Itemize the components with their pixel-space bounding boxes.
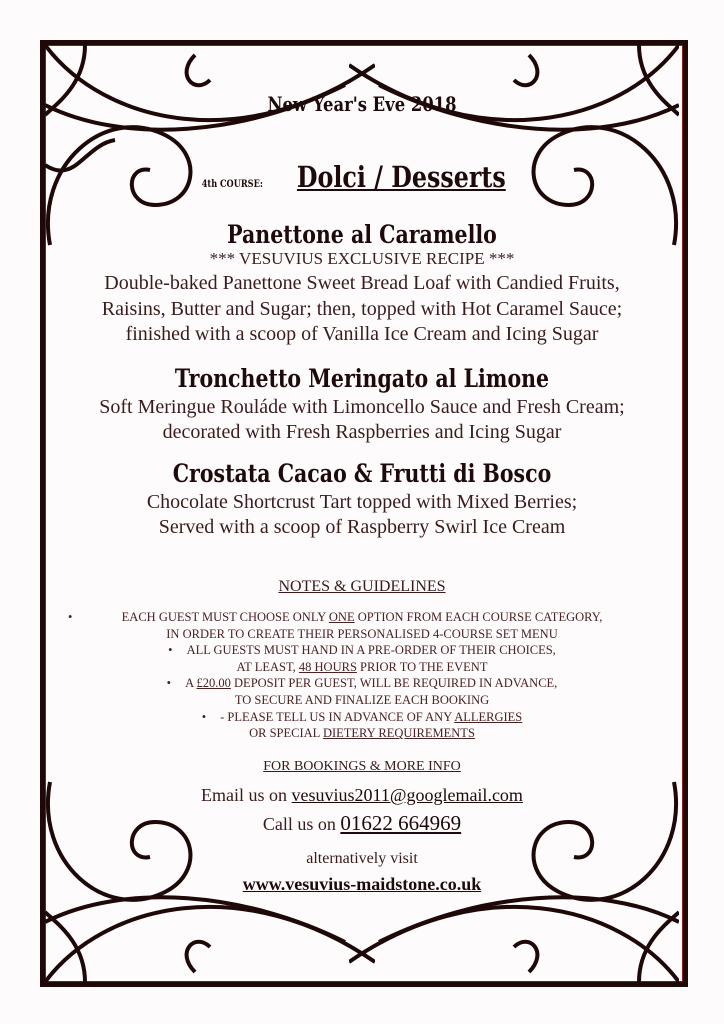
website-url[interactable]: www.vesuvius-maidstone.co.uk [242,874,482,894]
note-text: - PLEASE TELL US IN ADVANCE OF ANY [220,709,455,724]
bullet: • [168,643,173,658]
phone-label: Call us on [262,814,341,834]
website-link[interactable] [0,874,724,895]
notes-list [0,609,724,742]
notes-title: NOTES & GUIDELINES [278,578,446,595]
dish-line: Chocolate Shortcrust Tart topped with Mixed Berries; [146,491,578,513]
note-item [0,675,724,692]
note-item [0,642,724,659]
note-text: IN ORDER TO CREATE THEIR PERSONALISED 4-COURSE SET MENU [166,626,558,641]
dish-line: Served with a scoop of Raspberry Swirl Ice Cream [158,516,566,538]
note-item [0,609,724,626]
course-prefix: 4th COURSE: [202,179,264,190]
note-text: TO SECURE AND FINALIZE EACH BOOKING [234,692,490,707]
email-label: Email us on [201,785,292,805]
note-text: ALL GUESTS MUST HAND IN A PRE-ORDER OF THEIR CHOICES, [186,643,556,658]
event-title: New Year's Eve 2018 [267,92,457,116]
note-emphasis: 48 HOURS [298,659,357,674]
email-line [0,785,724,806]
note-item [0,709,724,726]
note-text [0,725,724,742]
email-link[interactable]: vesuvius2011@googlemail.com [291,785,523,805]
note-text: OR SPECIAL [249,726,323,741]
note-emphasis: ALLERGIES [454,709,523,724]
note-emphasis: ONE [328,610,355,624]
dish-line: decorated with Fresh Raspberries and Icing Sugar [162,421,562,443]
note-text [0,659,724,676]
note-text: A [185,676,197,691]
course-title: Dolci / Desserts [296,160,506,194]
alt-text: alternatively visit [306,850,418,867]
bullet: • [68,610,73,624]
dish-line: Raisins, Butter and Sugar; then, topped with Hot Caramel Sauce; [101,298,623,320]
note-text: AT LEAST, [236,659,299,674]
note-emphasis: £20.00 [196,676,231,691]
note-text: DEPOSIT PER GUEST, WILL BE REQUIRED IN ADVANCE, [230,676,558,691]
bullet: • [166,676,172,691]
note-text: PRIOR TO THE EVENT [356,659,488,674]
bullet: • [201,709,207,724]
phone-link[interactable]: 01622 664969 [340,811,462,835]
dish-name: Tronchetto Meringato al Limone [174,364,550,393]
dish-line: finished with a scoop of Vanilla Ice Cream and Icing Sugar [125,323,599,345]
phone-line [0,811,724,836]
dish-name: Crostata Cacao & Frutti di Bosco [172,459,552,488]
dish-name: Panettone al Caramello [227,220,497,249]
dish-tag: *** VESUVIUS EXCLUSIVE RECIPE *** [209,249,515,268]
dish-line: Soft Meringue Rouláde with Limoncello Sauce and Fresh Cream; [99,396,625,418]
bookings-title: FOR BOOKINGS & MORE INFO [263,759,461,774]
note-emphasis: DIETERY REQUIREMENTS [322,726,475,741]
note-text: OPTION FROM EACH COURSE CATEGORY, [354,610,603,624]
course-heading [0,160,724,194]
dish-line: Double-baked Panettone Sweet Bread Loaf with Candied Fruits, [104,272,620,294]
note-text: EACH GUEST MUST CHOOSE ONLY [121,610,329,624]
